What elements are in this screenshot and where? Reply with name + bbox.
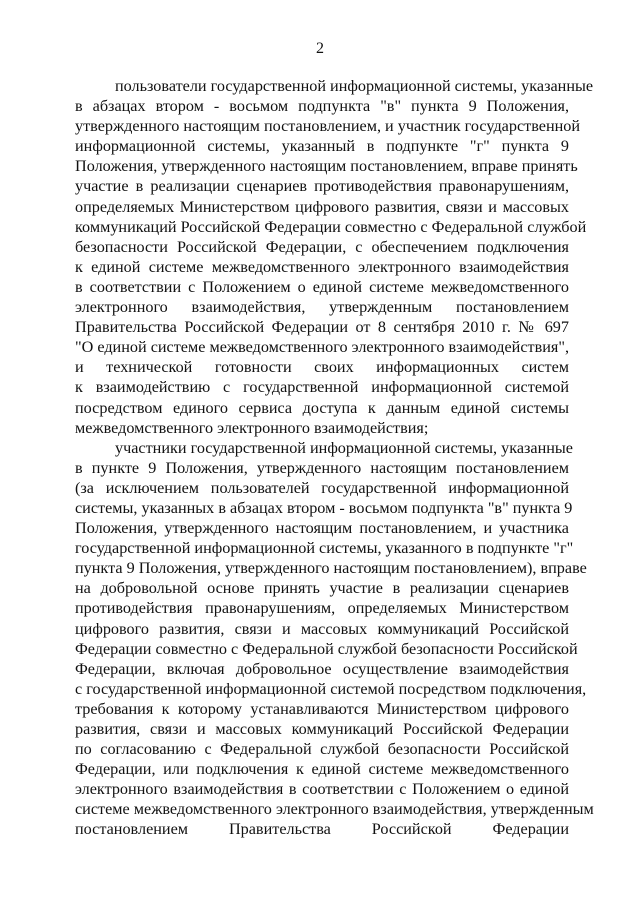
text-line: пункта 9 Положения, утвержденного настоящим постановлением), вправе: [75, 559, 587, 578]
page-number: 2: [316, 40, 324, 57]
text-line: постановлением Правительства Российской Федерации: [75, 820, 569, 839]
text-line: системы, указанных в абзацах втором - восьмом подпункта "в" пункта 9: [75, 498, 573, 517]
paragraph: [75, 438, 594, 840]
text-line: по согласованию с Федеральной службой безопасности Российской: [75, 740, 569, 759]
document-body: [75, 76, 594, 840]
text-line: требования к которому устанавливаются Министерством цифрового: [75, 699, 569, 718]
text-line: посредством единого сервиса доступа к данным единой системы: [75, 398, 569, 417]
text-line: Положения, утвержденного настоящим постановлением, вправе принять: [75, 157, 578, 176]
text-line: участие в реализации сценариев противодействия правонарушениям,: [75, 177, 569, 196]
text-line: государственной информационной системы, указанного в подпункте "г": [75, 539, 574, 558]
text-line: Федерации, включая добровольное осуществление взаимодействия: [75, 659, 569, 678]
text-line: коммуникаций Российской Федерации совместно с Федеральной службой: [75, 217, 587, 236]
text-line: системе межведомственного электронного взаимодействия, утвержденным: [75, 800, 594, 819]
paragraph: [75, 76, 594, 438]
text-line: к единой системе межведомственного электронного взаимодействия: [75, 257, 569, 276]
text-line: к взаимодействию с государственной информационной системой: [75, 378, 569, 397]
text-line: на добровольной основе принять участие в реализации сценариев: [75, 579, 569, 598]
text-line: определяемых Министерством цифрового развития, связи и массовых: [75, 197, 569, 216]
text-line: утвержденного настоящим постановлением, и участник государственной: [75, 117, 581, 136]
text-line: в соответствии с Положением о единой системе межведомственного: [75, 277, 569, 296]
text-line: пользователи государственной информационной системы, указанные: [115, 77, 594, 95]
text-line: "О единой системе межведомственного электронного взаимодействия",: [75, 338, 569, 357]
text-line: в абзацах втором - восьмом подпункта "в" пункта 9 Положения,: [75, 97, 569, 116]
text-line: электронного взаимодействия, утвержденным постановлением: [75, 298, 569, 317]
text-line: Правительства Российской Федерации от 8 сентября 2010 г. № 697: [75, 318, 569, 337]
text-line: цифрового развития, связи и массовых коммуникаций Российской: [75, 619, 569, 638]
text-line: (за исключением пользователей государственной информационной: [75, 478, 569, 497]
text-line: межведомственного электронного взаимодействия;: [75, 418, 429, 437]
text-line: Положения, утвержденного настоящим постановлением, и участника: [75, 519, 569, 538]
text-line: информационной системы, указанный в подпункте "г" пункта 9: [75, 137, 569, 156]
text-line: противодействия правонарушениям, определяемых Министерством: [75, 599, 569, 618]
text-line: и технической готовности своих информационных систем: [75, 358, 569, 377]
text-line: участники государственной информационной системы, указанные: [115, 438, 573, 457]
text-line: электронного взаимодействия в соответствии с Положением о единой: [75, 780, 569, 799]
text-line: в пункте 9 Положения, утвержденного настоящим постановлением: [75, 458, 569, 477]
text-line: безопасности Российской Федерации, с обеспечением подключения: [75, 237, 569, 256]
text-line: Федерации совместно с Федеральной службой безопасности Российской: [75, 639, 578, 658]
text-line: Федерации, или подключения к единой системе межведомственного: [75, 760, 569, 779]
text-line: с государственной информационной системой посредством подключения,: [75, 679, 587, 698]
text-line: развития, связи и массовых коммуникаций Российской Федерации: [75, 720, 569, 738]
